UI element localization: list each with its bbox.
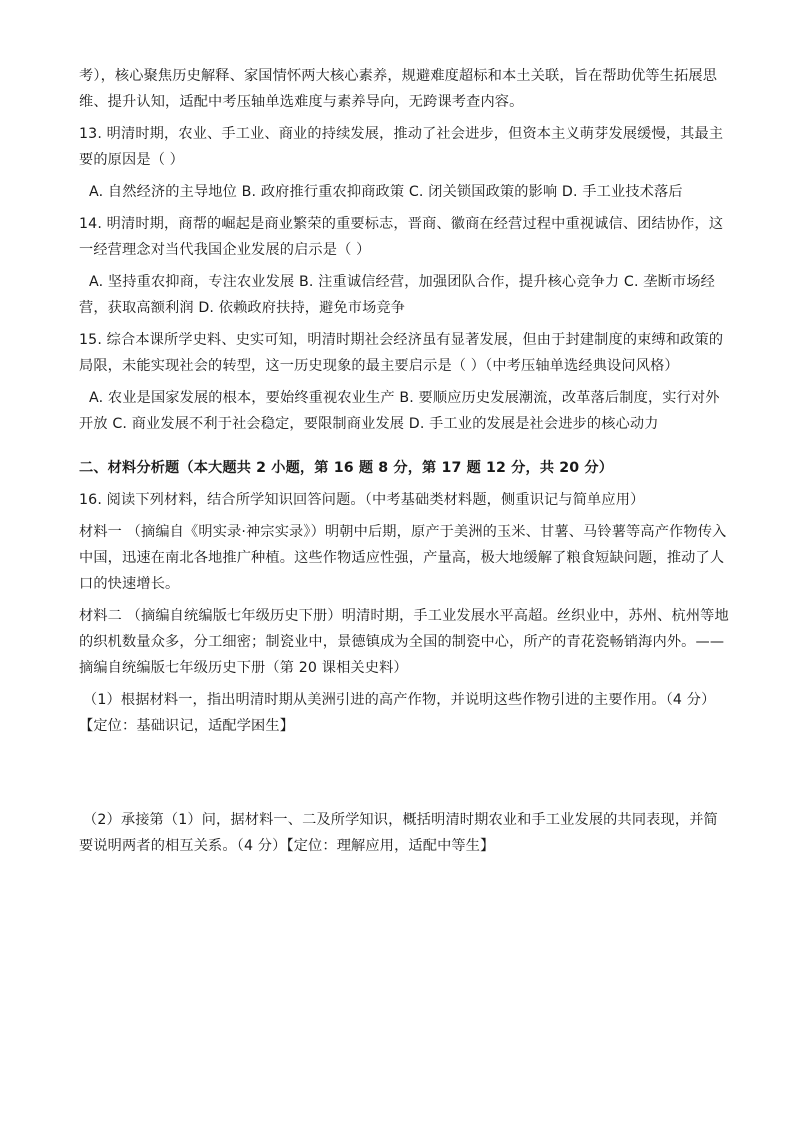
question-15-stem: 15. 综合本课所学史料、史实可知，明清时期社会经济虽有显著发展，但由于封建制度的束缚和政策的局限，未能实现社会的转型，这一历史现象的最主要启示是（ ）（中考压轴单选经典设问风格） [79, 332, 724, 374]
question-15-options: A. 农业是国家发展的根本，要始终重视农业生产 B. 要顺应历史发展潮流，改革落后制度，实行对外开放 C. 商业发展不利于社会稳定，要限制商业发展 D. 手工业的发展是社会进步的核心动力 [79, 390, 720, 432]
section-2-title: 二、材料分析题（本大题共 2 小题，第 16 题 8 分，第 17 题 12 分，共 20 分） [79, 460, 614, 476]
question-16-stem: 16. 阅读下列材料，结合所学知识回答问题。（中考基础类材料题，侧重识记与简单应用） [79, 492, 645, 508]
question-15 [79, 327, 729, 437]
answer-space-1[interactable] [79, 745, 729, 807]
question-14-stem: 14. 明清时期，商帮的崛起是商业繁荣的重要标志，晋商、徽商在经营过程中重视诚信、团结协作，这一经营理念对当代我国企业发展的启示是（ ） [79, 216, 724, 258]
question-13 [79, 121, 729, 205]
question-16-sub-2: （2）承接第（1）问，据材料一、二及所学知识，概括明清时期农业和手工业发展的共同表现，并简要说明两者的相互关系。（4 分）【定位：理解应用，适配中等生】 [79, 812, 718, 854]
question-16 [79, 487, 729, 859]
question-13-options: A. 自然经济的主导地位 B. 政府推行重农抑商政策 C. 闭关锁国政策的影响 D. 手工业技术落后 [89, 184, 683, 200]
question-16-material-1: 材料一 （摘编自《明实录·神宗实录》）明朝中后期，原产于美洲的玉米、甘薯、马铃薯等高产作物传入中国，迅速在南北各地推广种植。这些作物适应性强，产量高，极大地缓解了粮食短缺问题，推动了人口的快速增长。 [79, 524, 727, 592]
exam-page [79, 63, 729, 865]
intro-paragraph: 考），核心聚焦历史解释、家国情怀两大核心素养，规避难度超标和本土关联，旨在帮助优等生拓展思维、提升认知，适配中考压轴单选难度与素养导向，无跨课考查内容。 [79, 68, 718, 110]
question-14 [79, 211, 729, 321]
question-16-sub-1: （1）根据材料一，指出明清时期从美洲引进的高产作物，并说明这些作物引进的主要作用。（4 分）【定位：基础识记，适配学困生】 [79, 692, 716, 734]
question-14-options: A. 坚持重农抑商，专注农业发展 B. 注重诚信经营，加强团队合作，提升核心竞争力 C. 垄断市场经营，获取高额利润 D. 依赖政府扶持，避免市场竞争 [79, 274, 715, 316]
question-13-stem: 13. 明清时期，农业、手工业、商业的持续发展，推动了社会进步，但资本主义萌芽发展缓慢，其最主要的原因是（ ） [79, 126, 724, 168]
question-16-material-2: 材料二 （摘编自统编版七年级历史下册）明清时期，手工业发展水平高超。丝织业中，苏州、杭州等地的织机数量众多，分工细密；制瓷业中，景德镇成为全国的制瓷中心，所产的青花瓷畅销海内外。—— 摘编自统编版七年级历史下册（第 20 课相关史料） [79, 608, 729, 676]
